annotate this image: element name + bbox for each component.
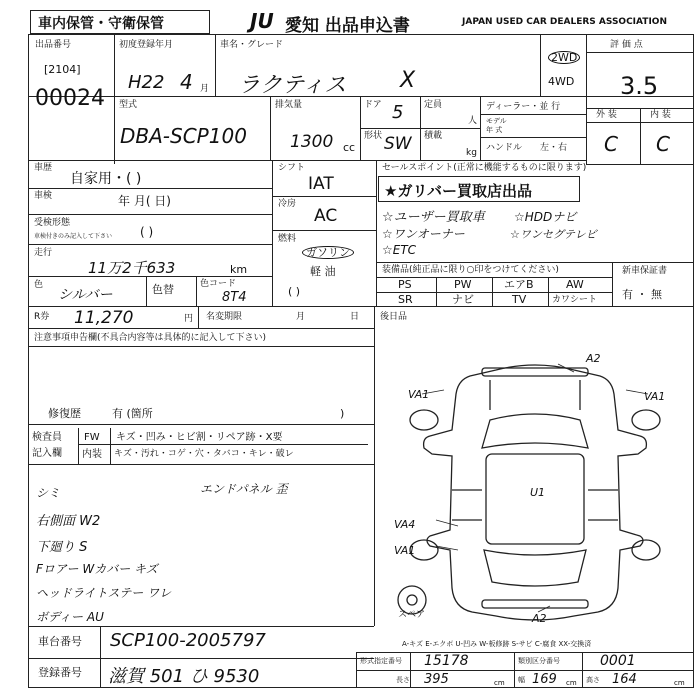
exterior-label: 外 装 xyxy=(596,110,617,120)
storage-label: 車内保管・守衛保管 xyxy=(38,16,164,32)
repair-value: 有 (箇所 xyxy=(112,407,153,420)
name-change-label: 名変期限 xyxy=(206,312,243,322)
damage-legend: A-キズ E-エクボ U-凹み W-板修跡 S-サビ C-腐食 XX-交換済 xyxy=(402,640,592,648)
remark-5: Fロアー Wカバー キズ xyxy=(36,562,158,576)
lot-number-label: 出品番号 xyxy=(35,40,72,50)
repair-label: 修復歴 xyxy=(48,407,81,420)
dealer-label: ディーラー・並 行 xyxy=(486,102,561,112)
mileage-unit: km xyxy=(230,263,248,276)
sales-point-1: ☆ユーザー買取車 xyxy=(382,210,485,225)
warranty-label: 新車保証書 xyxy=(622,266,668,276)
equip-sr: SR xyxy=(398,293,413,306)
shift-label: シフト xyxy=(278,163,306,173)
equip-aw: AW xyxy=(566,278,584,291)
dmg-a2-top: A2 xyxy=(586,352,601,365)
category-label: 類別区分番号 xyxy=(518,657,560,665)
fuel-diesel: 軽 油 xyxy=(310,265,336,278)
width-unit: cm xyxy=(566,679,577,687)
registration-label: 登録番号 xyxy=(38,666,82,679)
history-value: 自家用・( ) xyxy=(70,171,142,187)
interior-items-label: 内装 xyxy=(82,449,102,460)
remark-4: 下廻り S xyxy=(36,540,88,555)
equip-pw: PW xyxy=(454,278,472,291)
capacity-unit: 人 xyxy=(468,116,478,126)
car-name-label: 車名・グレード xyxy=(220,40,284,50)
displacement-label: 排気量 xyxy=(275,100,303,110)
fw-label: FW xyxy=(84,432,100,443)
handle-options: 左・右 xyxy=(540,143,568,153)
lot-number: 00024 xyxy=(35,86,105,111)
rating-value: 3.5 xyxy=(620,72,659,100)
notes-label: 注意事項申告欄(不具合内容等は具体的に記入して下さい) xyxy=(34,333,267,343)
name-change-month: 月 xyxy=(296,312,306,322)
fuel-label: 燃料 xyxy=(278,234,297,244)
interior-value: C xyxy=(656,132,670,156)
history-label: 車歴 xyxy=(34,163,53,173)
fuel-gasoline: ガソリン xyxy=(302,246,354,259)
equip-navi: ナビ xyxy=(452,293,474,306)
sales-point-4: ☆ワンセグテレビ xyxy=(510,228,597,241)
length-unit: cm xyxy=(494,679,505,687)
load-unit: kg xyxy=(466,148,477,158)
recycle-unit: 円 xyxy=(184,314,194,324)
later-items-label: 後日品 xyxy=(380,312,408,322)
mileage-value: 11万2千633 xyxy=(88,259,176,277)
warranty-options: 有 ・ 無 xyxy=(622,288,662,301)
sales-point-2: ☆HDDナビ xyxy=(514,210,577,224)
inspection-value: 年 月( 日) xyxy=(118,194,171,208)
remark-1: シミ xyxy=(36,486,61,500)
first-reg-label: 初度登録年月 xyxy=(119,40,174,50)
dmg-va4: VA4 xyxy=(394,518,416,531)
type-designation-label: 形式指定番号 xyxy=(360,657,402,665)
model-year-label-1: モデル xyxy=(486,117,507,125)
load-label: 積載 xyxy=(424,131,443,141)
rating-label: 評 価 点 xyxy=(610,40,643,50)
entry-label: 記入欄 xyxy=(32,448,62,459)
sales-headline: ★ガリバー買取店出品 xyxy=(384,182,532,200)
exterior-value: C xyxy=(604,132,618,156)
color-value: シルバー xyxy=(58,287,113,303)
remark-7: ボディー AU xyxy=(36,610,104,624)
width-label: 幅 xyxy=(518,676,525,684)
category-value: 0001 xyxy=(600,653,636,669)
color-code-value: 8T4 xyxy=(222,290,247,305)
drive-4wd: 4WD xyxy=(548,75,575,88)
model-value: DBA-SCP100 xyxy=(120,124,247,148)
height-label: 高さ xyxy=(586,676,600,684)
logo-mark: JU xyxy=(250,9,274,33)
car-name: ラクティス xyxy=(238,73,347,98)
capacity-label: 定員 xyxy=(424,100,443,110)
interior-label: 内 装 xyxy=(650,110,671,120)
recycle-label: R券 xyxy=(34,312,50,322)
first-reg-month: 4 xyxy=(180,70,193,94)
inspection-form-label: 受検形態 xyxy=(34,218,71,228)
model-year-label-2: 年 式 xyxy=(486,126,503,134)
equip-ps: PS xyxy=(398,278,412,291)
name-change-day: 日 xyxy=(350,312,360,322)
car-grade: X xyxy=(400,68,416,93)
width-value: 169 xyxy=(532,672,557,687)
inspector-label: 検査員 xyxy=(32,432,62,443)
shape-label: 形状 xyxy=(364,131,383,141)
inspection-form-note: 車検付きのみ記入して下さい xyxy=(34,233,113,240)
mileage-label: 走行 xyxy=(34,248,53,258)
model-label: 型式 xyxy=(119,100,138,110)
repair-close: ) xyxy=(340,407,345,420)
inspection-form-value: ( ) xyxy=(140,225,154,239)
inspection-label: 車検 xyxy=(34,191,53,201)
sales-label: セールスポイント(正常に機能するものに限ります) xyxy=(382,163,587,173)
shift-value: IAT xyxy=(308,174,334,194)
door-value: 5 xyxy=(392,102,404,123)
equip-airbag: エアB xyxy=(504,278,534,291)
color-change-label: 色替 xyxy=(152,283,174,296)
cooling-label: 冷房 xyxy=(278,199,297,209)
chassis-label: 車台番号 xyxy=(38,635,82,648)
type-designation-value: 15178 xyxy=(424,653,469,669)
remark-3: 右側面 W2 xyxy=(36,514,101,529)
handle-label: ハンドル xyxy=(486,143,523,153)
dmg-va1-left: VA1 xyxy=(408,388,430,401)
remark-2: エンドパネル 歪 xyxy=(200,482,288,496)
door-label: ドア xyxy=(364,100,382,110)
length-label: 長さ xyxy=(396,676,410,684)
dmg-a2-bottom: A2 xyxy=(532,612,547,625)
displacement-value: 1300 xyxy=(290,132,334,152)
fuel-other: ( ) xyxy=(288,285,301,298)
equip-tv: TV xyxy=(512,293,527,306)
displacement-unit: cc xyxy=(343,141,356,154)
shape-value: SW xyxy=(384,134,412,154)
fw-items: キズ・凹み・ヒビ割・リペア跡・X要 xyxy=(116,432,283,443)
dmg-va1-right: VA1 xyxy=(644,390,666,403)
first-reg-month-unit: 月 xyxy=(200,84,210,94)
length-value: 395 xyxy=(424,672,449,687)
interior-items: キズ・汚れ・コゲ・穴・タバコ・キレ・破レ xyxy=(114,449,294,459)
spare-label: スペア xyxy=(398,610,426,620)
lot-bracket: [2104] xyxy=(44,63,81,76)
dmg-u1-roof: U1 xyxy=(530,486,546,499)
remark-6: ヘッドライトステー ワレ xyxy=(36,586,172,600)
sales-point-3: ☆ワンオーナー xyxy=(382,227,465,241)
logo-text: 愛知 出品申込書 xyxy=(285,16,410,36)
registration-value: 滋賀 501 ひ 9530 xyxy=(108,666,260,687)
color-label: 色 xyxy=(34,280,44,290)
cooling-value: AC xyxy=(314,206,338,226)
sales-point-5: ☆ETC xyxy=(382,243,417,257)
recycle-value: 11,270 xyxy=(74,308,134,328)
drive-2wd: 2WD xyxy=(548,51,580,64)
first-reg-year: H22 xyxy=(128,72,165,93)
height-value: 164 xyxy=(612,672,637,687)
color-code-label: 色コード xyxy=(200,279,237,289)
height-unit: cm xyxy=(674,679,685,687)
chassis-value: SCP100-2005797 xyxy=(110,630,266,651)
equipment-label: 装備品(純正品に限り○印をつけてください) xyxy=(382,265,559,275)
association-name: JAPAN USED CAR DEALERS ASSOCIATION xyxy=(462,17,667,27)
equip-kawaseat: カワシート xyxy=(552,295,598,305)
dmg-va1-lower: VA1 xyxy=(394,544,416,557)
